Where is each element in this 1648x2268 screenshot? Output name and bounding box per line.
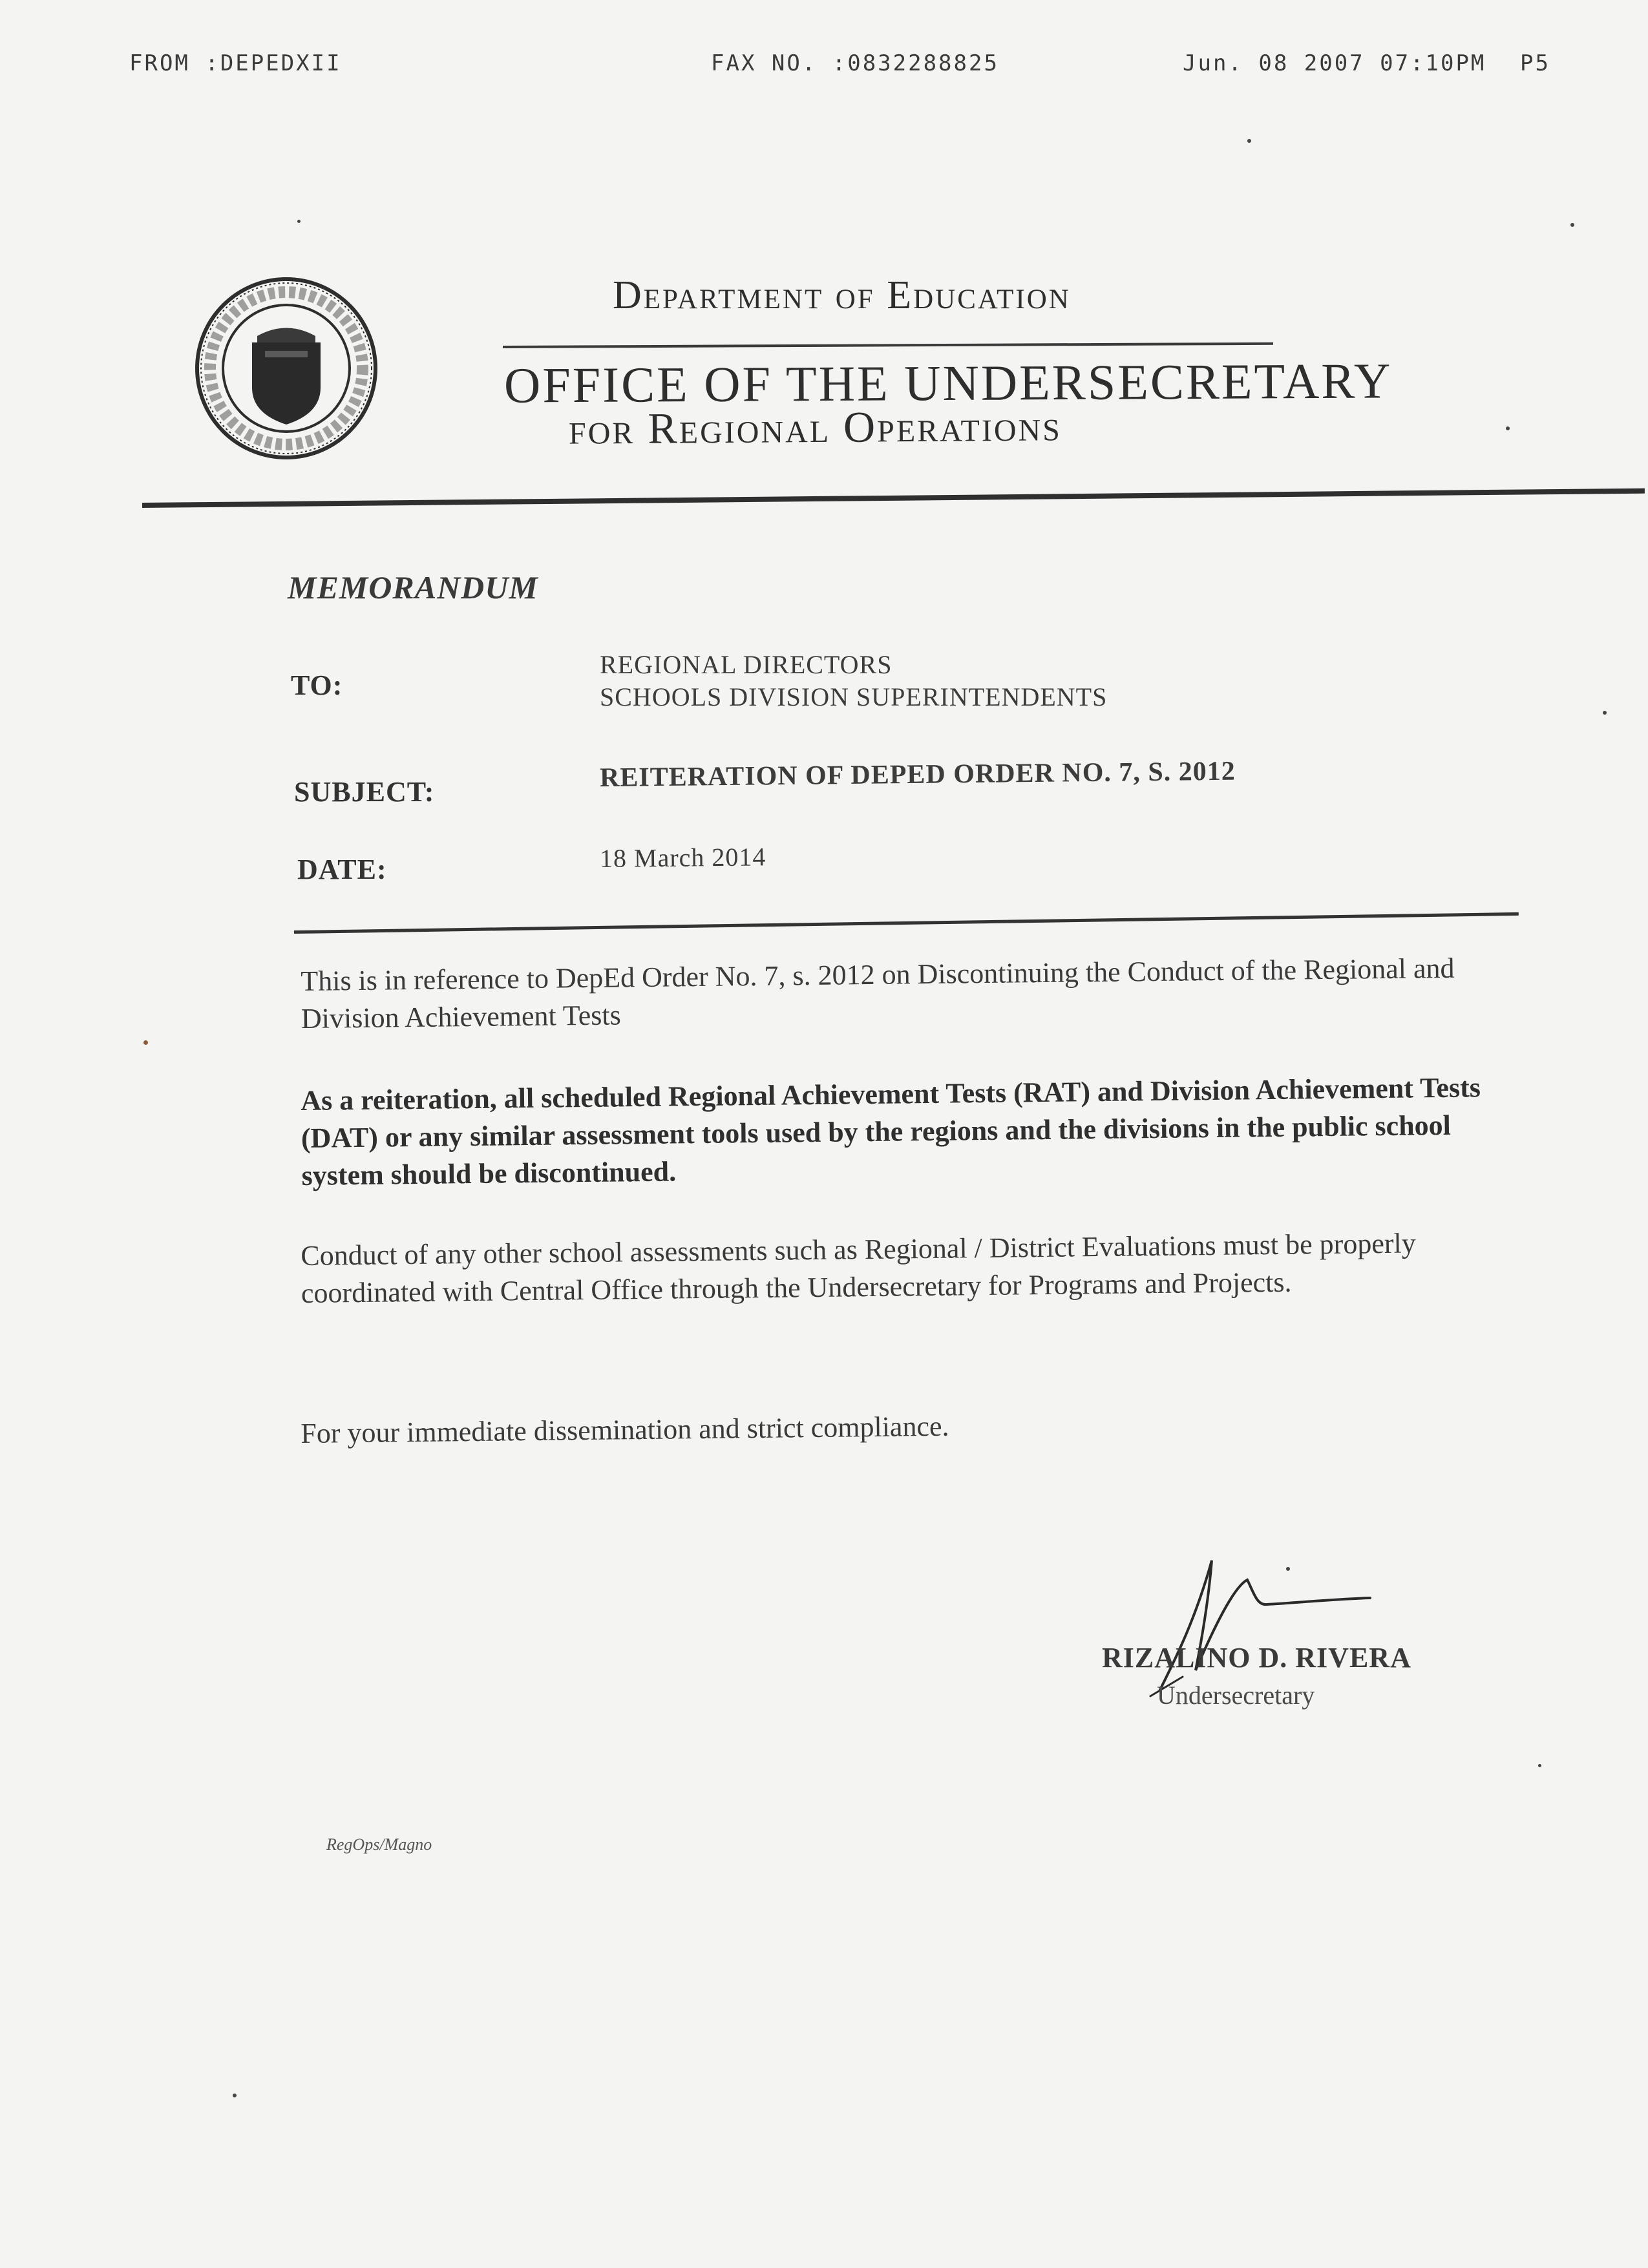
scan-speck — [1506, 426, 1510, 430]
date-label: DATE: — [297, 854, 387, 885]
fax-datetime: Jun. 08 2007 07:10PM — [1183, 50, 1486, 76]
scan-speck — [143, 1040, 148, 1045]
scan-speck — [1603, 711, 1607, 715]
department-name: Department of Education — [613, 273, 1071, 317]
scan-speck — [1570, 223, 1574, 227]
memo-title: MEMORANDUM — [288, 569, 538, 605]
subject-label: SUBJECT: — [294, 776, 435, 808]
deped-seal-icon — [193, 275, 380, 462]
body-paragraph-emphasis: As a reiteration, all scheduled Regional Achievement Tests (RAT) and Division Achievement Tests (DAT) or any similar assessment tools used by the regions and the divisions in the public school system should be discontinued. — [301, 1071, 1481, 1192]
body-paragraph: This is in reference to DepEd Order No. 7, s. 2012 on Discontinuing the Conduct of the Regional and Division Achievement Tests — [301, 952, 1455, 1034]
scan-speck — [1286, 1567, 1290, 1571]
date-value: 18 March 2014 — [599, 842, 766, 873]
to-label: TO: — [291, 669, 343, 701]
subject-value: REITERATION OF DEPED ORDER NO. 7, S. 2012 — [599, 756, 1236, 793]
fax-from: FROM :DEPEDXII — [129, 50, 342, 76]
scan-speck — [1538, 1764, 1541, 1767]
body-paragraph: Conduct of any other school assessments such as Regional / District Evaluations must be properly coordinated with Central Office through the Undersecretary for Programs and Projects. — [301, 1227, 1416, 1309]
scan-speck — [1247, 139, 1251, 143]
office-subtitle: for Regional Operations — [568, 401, 1062, 454]
header-divider — [142, 488, 1645, 508]
to-recipient: REGIONAL DIRECTORS — [600, 650, 893, 679]
office-name: OFFICE OF THE UNDERSECRETARY — [503, 352, 1393, 414]
reference-initials: RegOps/Magno — [326, 1835, 432, 1854]
scan-speck — [233, 2094, 237, 2097]
to-recipient: SCHOOLS DIVISION SUPERINTENDENTS — [600, 682, 1108, 711]
fields-divider — [294, 912, 1519, 934]
fax-page: P5 — [1520, 50, 1550, 76]
fax-number: FAX NO. :0832288825 — [711, 50, 999, 76]
signatory-name: RIZALINO D. RIVERA — [1102, 1642, 1411, 1674]
signatory-title: Undersecretary — [1157, 1681, 1315, 1710]
scan-speck — [297, 220, 301, 223]
letterhead-rule — [503, 342, 1273, 348]
body-paragraph: For your immediate dissemination and strict compliance. — [301, 1410, 949, 1449]
